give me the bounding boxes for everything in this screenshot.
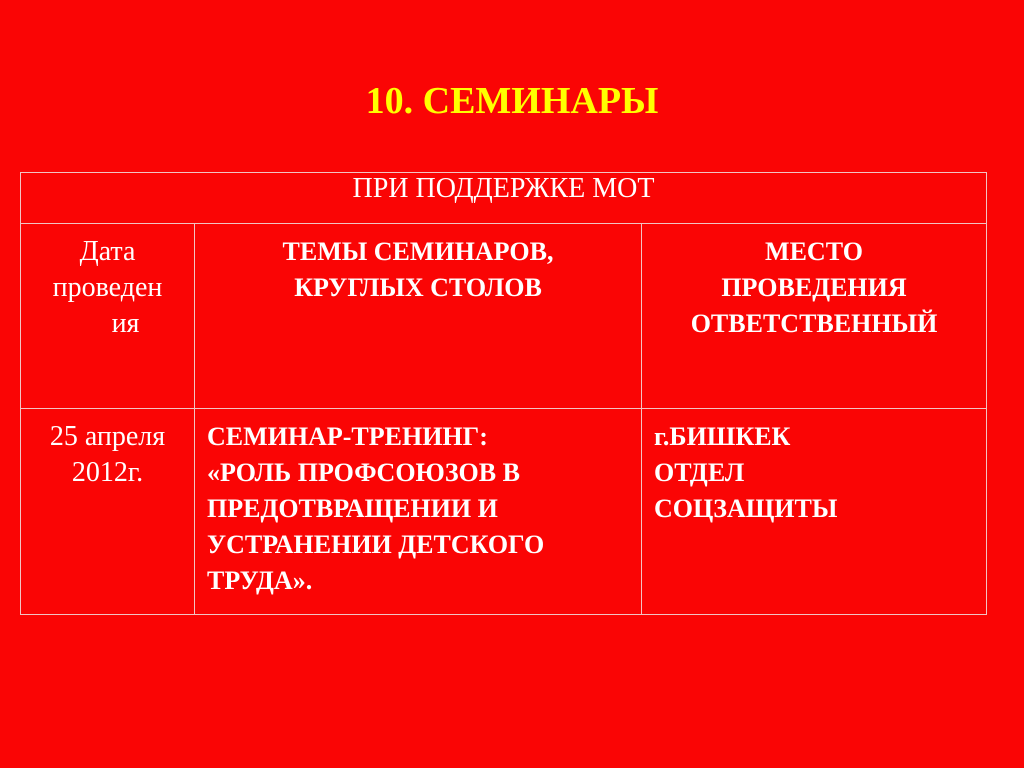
column-header-topic-line: КРУГЛЫХ СТОЛОВ — [294, 273, 542, 302]
column-header-place-line: МЕСТО — [765, 237, 863, 266]
table-header-row — [21, 173, 987, 224]
column-header-place — [642, 224, 987, 409]
cell-place-line: СОЦЗАЩИТЫ — [654, 494, 838, 523]
cell-date-line: 2012г. — [71, 457, 144, 488]
cell-topic-line: УСТРАНЕНИИ ДЕТСКОГО — [207, 530, 545, 559]
column-header-date-line: ия — [111, 308, 140, 339]
cell-date — [21, 409, 195, 615]
cell-topic-line: ТРУДА». — [207, 566, 313, 595]
column-header-date — [21, 224, 195, 409]
slide-title: 10. СЕМИНАРЫ — [365, 80, 659, 122]
cell-topic-line: СЕМИНАР-ТРЕНИНГ: — [207, 422, 488, 451]
column-header-place-line: ОТВЕТСТВЕННЫЙ — [690, 309, 938, 338]
cell-place — [642, 409, 987, 615]
column-header-date-line: проведен — [52, 272, 163, 303]
cell-topic — [195, 409, 642, 615]
column-header-place-line: ПРОВЕДЕНИЯ — [721, 273, 907, 302]
cell-topic-line: ПРЕДОТВРАЩЕНИИ И — [207, 494, 498, 523]
cell-place-line: ОТДЕЛ — [654, 458, 745, 487]
column-header-topic-line: ТЕМЫ СЕМИНАРОВ, — [282, 237, 554, 266]
seminars-table — [20, 172, 987, 615]
cell-date-line: 25 апреля — [49, 421, 166, 452]
column-header-topic — [195, 224, 642, 409]
cell-topic-line: «РОЛЬ ПРОФСОЮЗОВ В — [207, 458, 520, 487]
cell-place-line: г.БИШКЕК — [654, 422, 791, 451]
table-row — [21, 409, 987, 615]
table-header: ПРИ ПОДДЕРЖКЕ МОТ — [21, 173, 987, 224]
column-headers-row — [21, 224, 987, 409]
column-header-date-line: Дата — [79, 236, 136, 267]
